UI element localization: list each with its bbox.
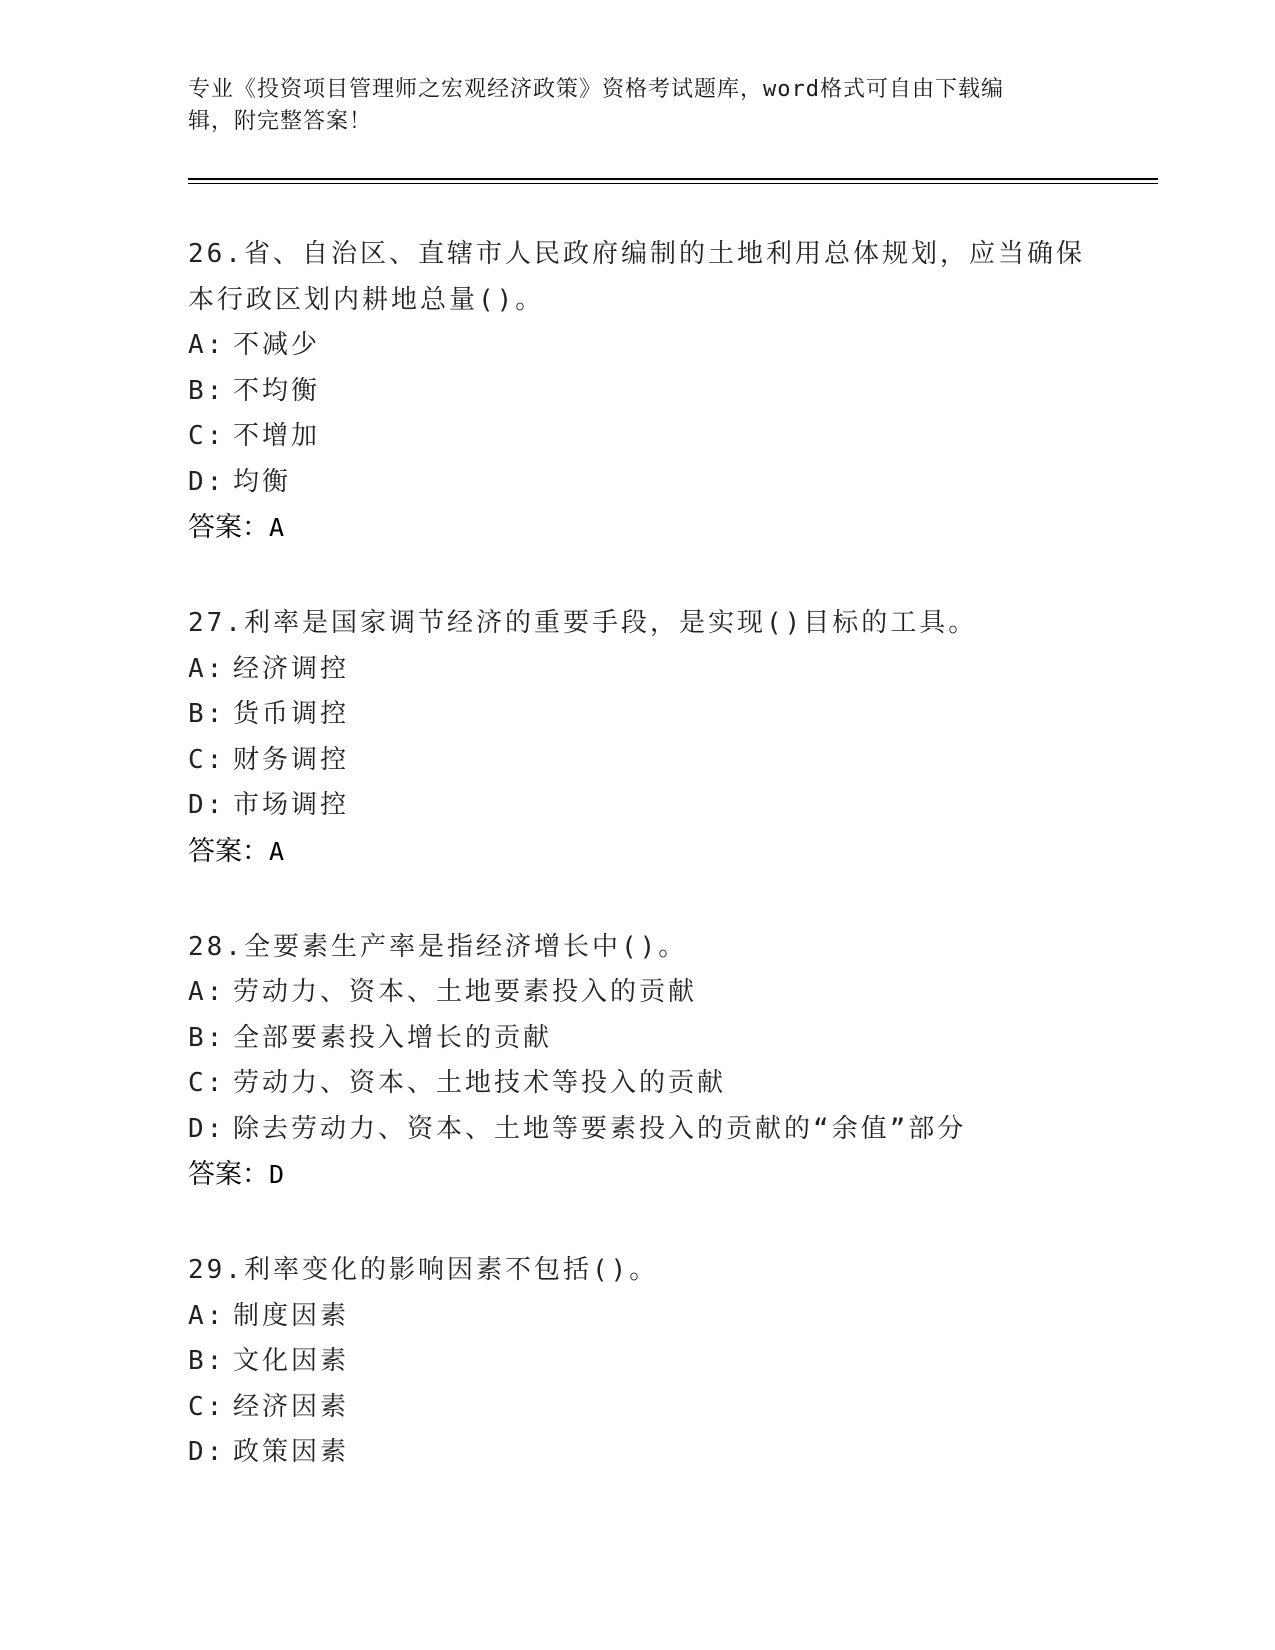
option-text: 财务调控 — [233, 744, 350, 775]
option-c — [188, 738, 1108, 784]
option-d — [188, 1107, 1108, 1153]
question-26 — [188, 232, 1108, 551]
option-label: A: — [188, 653, 226, 684]
option-c — [188, 1385, 1108, 1431]
option-label: B: — [188, 375, 226, 406]
option-label: C: — [188, 744, 226, 775]
option-text: 制度因素 — [233, 1300, 350, 1331]
option-label: A: — [188, 330, 226, 360]
answer-value: A — [269, 513, 285, 542]
answer-line — [188, 1152, 1108, 1198]
answer-label: 答案： — [188, 512, 269, 543]
option-d — [188, 783, 1108, 829]
option-label: D: — [188, 790, 226, 820]
answer-label: 答案： — [188, 1159, 269, 1190]
option-b — [188, 1016, 1108, 1062]
option-text: 货币调控 — [233, 699, 350, 729]
option-label: C: — [188, 1068, 226, 1098]
header-divider-thick — [188, 178, 1158, 180]
option-label: C: — [188, 1391, 226, 1422]
header-divider-thin — [188, 183, 1158, 184]
option-text: 政策因素 — [233, 1437, 350, 1467]
question-stem-line-1: 28.全要素生产率是指经济增长中()。 — [188, 931, 688, 962]
option-text: 劳动力、资本、土地技术等投入的贡献 — [233, 1068, 727, 1098]
option-text: 均衡 — [233, 466, 292, 497]
option-text: 劳动力、资本、土地要素投入的贡献 — [233, 977, 698, 1007]
option-text: 全部要素投入增长的贡献 — [233, 1022, 553, 1053]
option-a — [188, 647, 1108, 693]
option-label: B: — [188, 1346, 226, 1376]
document-header — [188, 74, 1068, 138]
question-list — [188, 232, 1108, 1526]
option-text: 除去劳动力、资本、土地等要素投入的贡献的“余值”部分 — [233, 1113, 967, 1144]
answer-value: A — [269, 836, 285, 866]
option-d — [188, 1430, 1108, 1476]
option-label: D: — [188, 466, 226, 497]
question-27 — [188, 601, 1108, 875]
option-b — [188, 692, 1108, 738]
question-stem-line-1: 27.利率是国家调节经济的重要手段，是实现()目标的工具。 — [188, 608, 978, 638]
option-text: 不减少 — [233, 330, 321, 360]
question-stem-line-1: 29.利率变化的影响因素不包括()。 — [188, 1255, 659, 1285]
option-label: A: — [188, 1300, 226, 1331]
option-label: C: — [188, 421, 226, 451]
answer-line — [188, 829, 1108, 875]
option-label: A: — [188, 977, 226, 1007]
option-a — [188, 1294, 1108, 1340]
answer-label: 答案： — [188, 835, 269, 867]
answer-line — [188, 505, 1108, 551]
option-text: 市场调控 — [233, 790, 350, 820]
option-a — [188, 323, 1108, 369]
question-stem-line-2: 本行政区划内耕地总量()。 — [188, 284, 545, 315]
option-text: 不均衡 — [233, 375, 321, 406]
option-d — [188, 460, 1108, 506]
option-label: D: — [188, 1437, 226, 1467]
question-29 — [188, 1248, 1108, 1476]
answer-value: D — [269, 1160, 285, 1189]
option-b — [188, 1339, 1108, 1385]
option-text: 文化因素 — [233, 1346, 350, 1376]
option-label: D: — [188, 1113, 226, 1144]
option-text: 不增加 — [233, 421, 321, 451]
header-line-2: 辑，附完整答案！ — [188, 109, 373, 134]
option-a — [188, 970, 1108, 1016]
option-text: 经济因素 — [233, 1391, 350, 1422]
option-text: 经济调控 — [233, 653, 350, 684]
question-28 — [188, 925, 1108, 1199]
option-b — [188, 369, 1108, 415]
header-line-1: 专业《投资项目管理师之宏观经济政策》资格考试题库，word格式可自由下载编 — [188, 77, 1004, 102]
option-c — [188, 414, 1108, 460]
option-c — [188, 1061, 1108, 1107]
option-label: B: — [188, 1022, 226, 1053]
option-label: B: — [188, 699, 226, 729]
question-stem-line-1: 26.省、自治区、直辖市人民政府编制的土地利用总体规划，应当确保 — [188, 239, 1085, 269]
